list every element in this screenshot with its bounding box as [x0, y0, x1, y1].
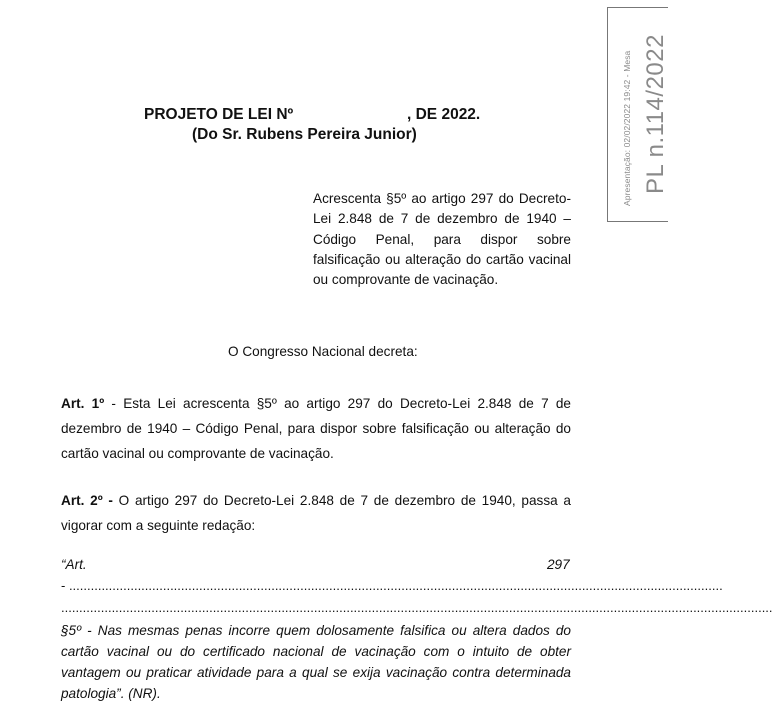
presentation-stamp: [607, 7, 668, 222]
omission-dots-2: .....................................................................................................................................................................................................: [61, 600, 773, 615]
quoted-article-word: “Art.: [61, 557, 87, 572]
article-2: [61, 489, 571, 539]
bill-title-left: PROJETO DE LEI Nº: [144, 106, 294, 123]
article-1: [61, 392, 571, 466]
article-1-text: - Esta Lei acrescenta §5º ao artigo 297 do Decreto-Lei 2.848 de 7 de dezembro de 1940 – Código Penal, para dispor sobre falsificação ou alteração do cartão vacinal ou comprovante de vacinação.: [61, 396, 571, 461]
bill-summary: Acrescenta §5º ao artigo 297 do Decreto-Lei 2.848 de 7 de dezembro de 1940 – Código Penal, para dispor sobre falsificação ou alteração do cartão vacinal ou comprovante de vacinação.: [313, 191, 571, 288]
stamp-date: Apresentação: 02/02/2022 19:42 - Mesa: [622, 50, 632, 206]
omission-dots-1: - .....................................................................................................................................................................................: [61, 578, 723, 593]
article-1-label: Art. 1º: [61, 396, 105, 411]
quoted-article-number: 297: [547, 557, 570, 572]
article-2-text: O artigo 297 do Decreto-Lei 2.848 de 7 de dezembro de 1940, passa a vigorar com a seguinte redação:: [61, 493, 571, 533]
new-paragraph-5: §5º - Nas mesmas penas incorre quem dolosamente falsifica ou altera dados do cartão vacinal ou do certificado nacional de vacinação com o intuito de obter vantagem ou praticar atividade para a qual se exija vacinação contra determinada patologia”. (NR).: [61, 623, 571, 701]
bill-title-right: , DE 2022.: [407, 106, 481, 123]
stamp-bill-id: PL n.114/2022: [642, 34, 669, 194]
bill-author: (Do Sr. Rubens Pereira Junior): [192, 126, 417, 143]
article-2-label: Art. 2º -: [61, 493, 113, 508]
enacting-clause: O Congresso Nacional decreta:: [228, 344, 418, 359]
